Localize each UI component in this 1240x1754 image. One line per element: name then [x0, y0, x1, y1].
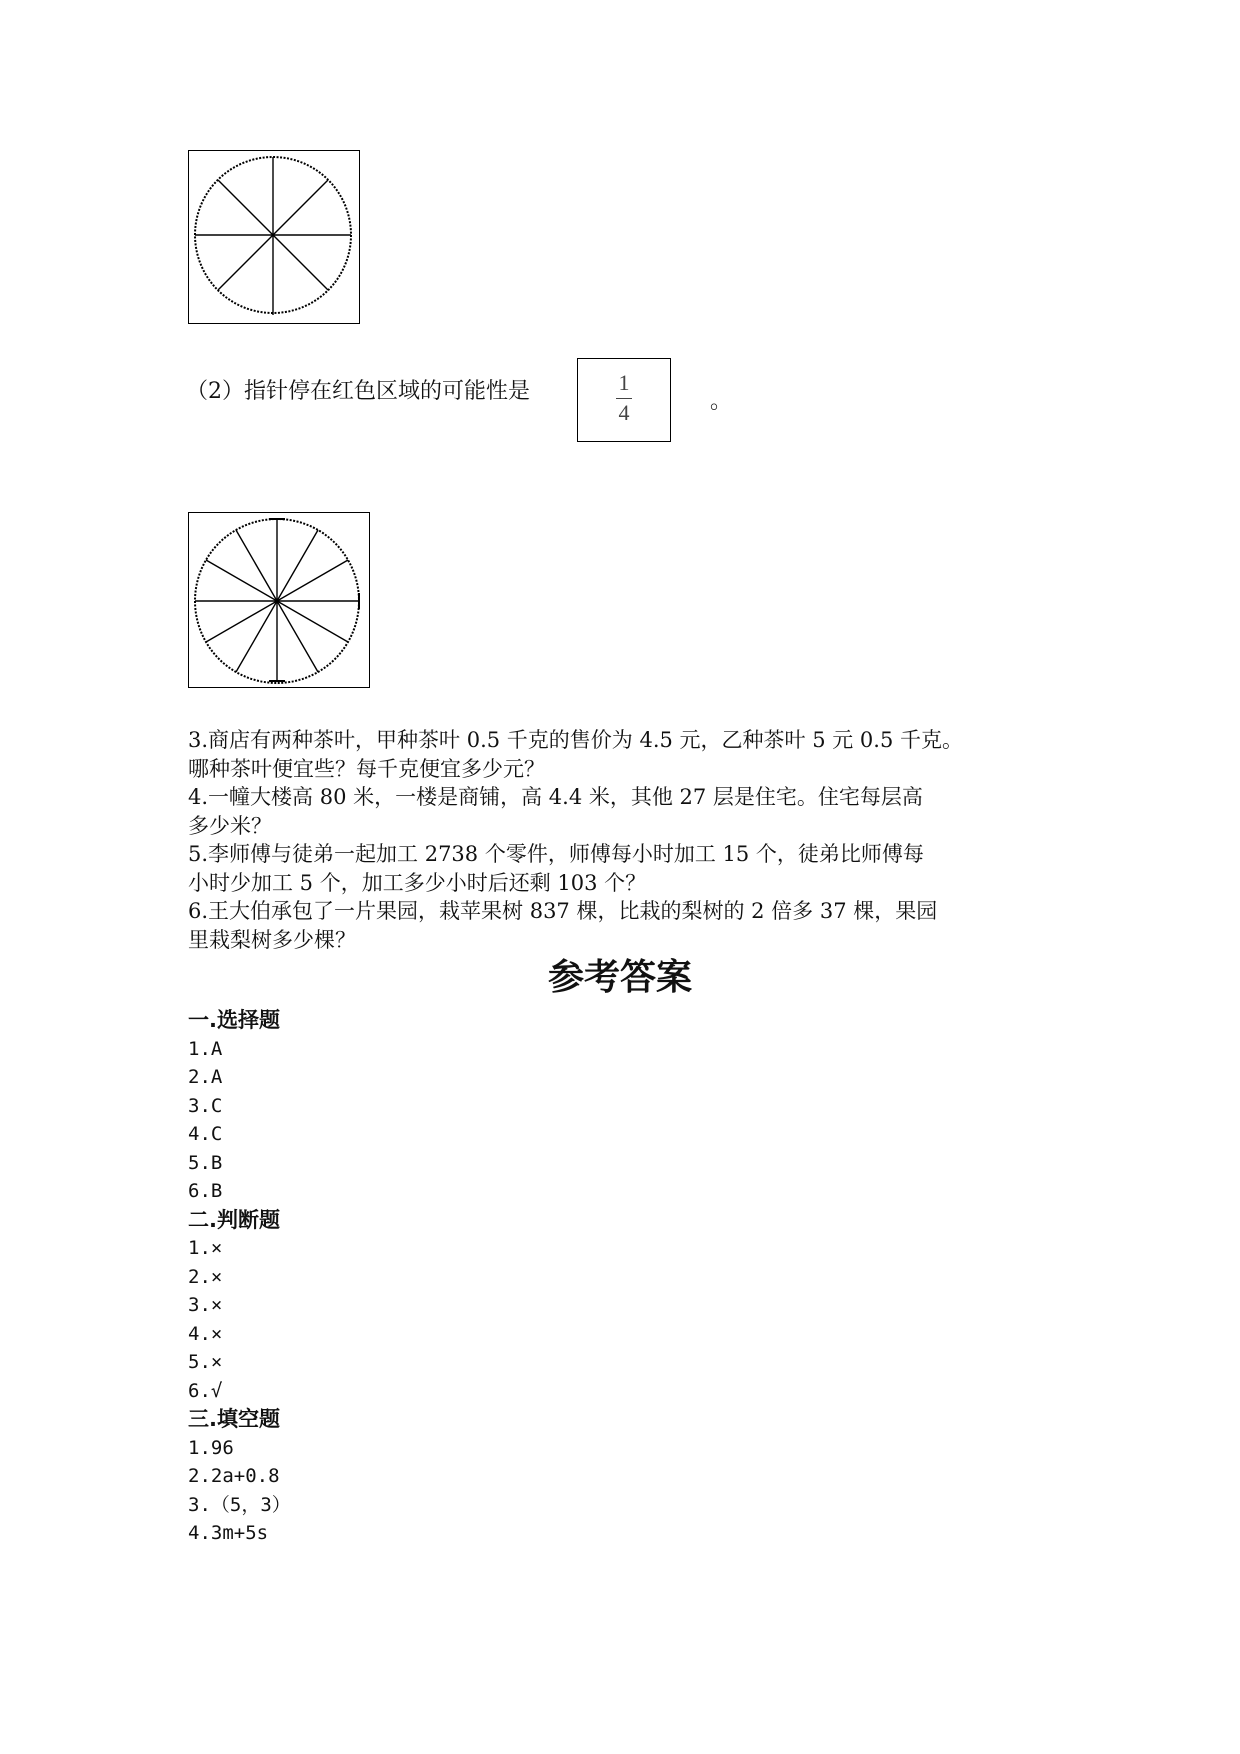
reference-answers-title: 参考答案 [547, 957, 692, 998]
fraction-denominator: 4 [618, 400, 630, 425]
answer-item: 4.× [188, 1322, 223, 1345]
answer-item: 1.96 [188, 1436, 234, 1459]
answer-item: 1.A [188, 1037, 223, 1060]
answer-item: 1.× [188, 1237, 223, 1259]
answer-item: 4.C [188, 1123, 223, 1145]
problem-line: 5.李师傅与徒弟一起加工 2738 个零件，师傅每小时加工 15 个，徒弟比师傅每 [188, 842, 924, 866]
answer-fraction [578, 371, 670, 425]
spinner-figure-8-sectors [188, 150, 360, 324]
section-title-judgment: 二.判断题 [188, 1207, 280, 1232]
fraction-bar [616, 398, 632, 399]
answer-item: 6.√ [188, 1379, 223, 1402]
problem-line: 6.王大伯承包了一片果园，栽苹果树 837 棵，比栽的梨树的 2 倍多 37 棵，果园 [188, 899, 938, 923]
answer-item: 3.× [188, 1294, 223, 1316]
problem-line: 哪种茶叶便宜些？每千克便宜多少元？ [188, 756, 545, 781]
answer-item: 5.× [188, 1351, 223, 1373]
section-title-fill-blank: 三.填空题 [188, 1407, 280, 1431]
problem-line: 里栽梨树多少棵？ [188, 927, 356, 952]
answer-item: 3.C [188, 1094, 223, 1117]
problem-line: 小时少加工 5 个，加工多少小时后还剩 103 个？ [188, 870, 647, 895]
question-2-text: （2）指针停在红色区域的可能性是 [186, 379, 530, 404]
question-2-period: 。 [710, 389, 733, 414]
problem-line: 4.一幢大楼高 80 米，一楼是商铺，高 4.4 米，其他 27 层是住宅。住宅每层高 [188, 785, 923, 809]
answer-item: 2.× [188, 1265, 223, 1288]
answer-item: 5.B [188, 1151, 223, 1174]
answer-list [188, 1006, 788, 1548]
section-title-choice: 一.选择题 [188, 1008, 280, 1032]
answer-item: 6.B [188, 1180, 223, 1202]
problem-line: 多少米？ [188, 813, 272, 838]
problem-line: 3.商店有两种茶叶，甲种茶叶 0.5 千克的售价为 4.5 元，乙种茶叶 5 元 0.5 千克。 [188, 728, 963, 752]
answer-box [577, 358, 671, 442]
answer-item: 3.（5，3） [188, 1493, 291, 1516]
answer-item: 2.2a+0.8 [188, 1465, 280, 1487]
fraction-numerator: 1 [618, 370, 630, 395]
word-problems [188, 726, 1088, 954]
answer-item: 4.3m+5s [188, 1522, 269, 1544]
spinner-figure-12-sectors [188, 512, 370, 688]
answer-item: 2.A [188, 1066, 223, 1088]
